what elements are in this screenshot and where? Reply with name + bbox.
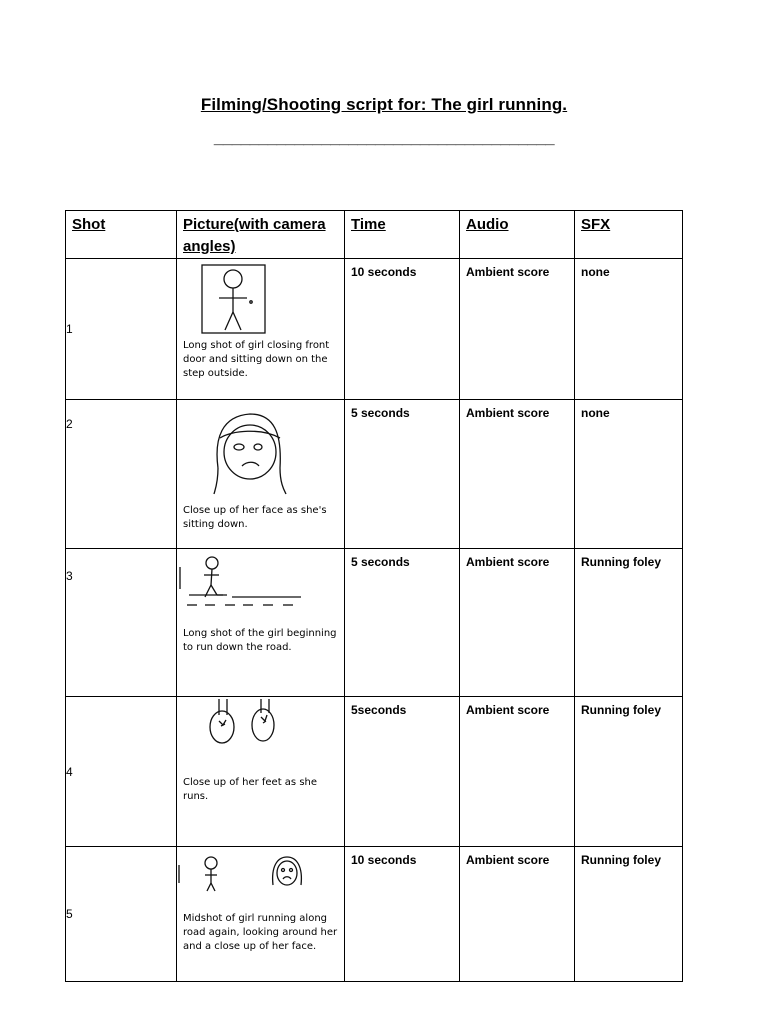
header-picture: Picture(with camera angles) [177, 211, 345, 259]
shot-caption: Long shot of the girl beginning to run down the road. [183, 628, 337, 653]
header-sfx: SFX [575, 211, 683, 259]
time-cell: 5seconds [345, 697, 460, 847]
sketch-girl-face-image [212, 408, 292, 498]
sketch-girl-running-road-image [177, 555, 307, 615]
table-row [66, 549, 683, 697]
shot-picture-cell [177, 400, 345, 549]
shot-number: 3 [66, 549, 177, 697]
time-cell: 5 seconds [345, 549, 460, 697]
audio-cell: Ambient score [460, 847, 575, 982]
time-cell: 10 seconds [345, 847, 460, 982]
table-row [66, 259, 683, 400]
sfx-cell: none [575, 259, 683, 400]
time-cell: 10 seconds [345, 259, 460, 400]
table-row [66, 697, 683, 847]
page-title: Filming/Shooting script for: The girl running. [200, 95, 568, 114]
shot-caption: Long shot of girl closing front door and sitting down on the step outside. [183, 340, 330, 379]
shot-picture-cell [177, 259, 345, 400]
shot-number: 2 [66, 400, 177, 549]
shot-picture-cell [177, 549, 345, 697]
sfx-cell: Running foley [575, 847, 683, 982]
shot-number: 1 [66, 259, 177, 400]
audio-cell: Ambient score [460, 549, 575, 697]
table-row [66, 847, 683, 982]
audio-cell: Ambient score [460, 400, 575, 549]
audio-cell: Ambient score [460, 697, 575, 847]
sketch-girl-running-and-face-image [177, 855, 312, 895]
shot-number: 4 [66, 697, 177, 847]
shot-caption: Close up of her face as she's sitting down. [183, 505, 327, 530]
header-row [66, 211, 683, 259]
sketch-feet-image [205, 699, 285, 749]
shot-picture-cell [177, 697, 345, 847]
header-shot: Shot [66, 211, 177, 259]
time-cell: 5 seconds [345, 400, 460, 549]
table-row [66, 400, 683, 549]
shot-picture-cell [177, 847, 345, 982]
sfx-cell: none [575, 400, 683, 549]
shot-caption: Close up of her feet as she runs. [183, 777, 318, 802]
shot-caption: Midshot of girl running along road again, looking around her and a close up of her face. [183, 913, 338, 952]
shot-number: 5 [66, 847, 177, 982]
sfx-cell: Running foley [575, 549, 683, 697]
sketch-girl-at-door-image [197, 262, 272, 336]
shooting-script-table [65, 210, 683, 982]
header-audio: Audio [460, 211, 575, 259]
audio-cell: Ambient score [460, 259, 575, 400]
sfx-cell: Running foley [575, 697, 683, 847]
header-time: Time [345, 211, 460, 259]
title-underline-blank: ______________________________________ [213, 128, 555, 147]
